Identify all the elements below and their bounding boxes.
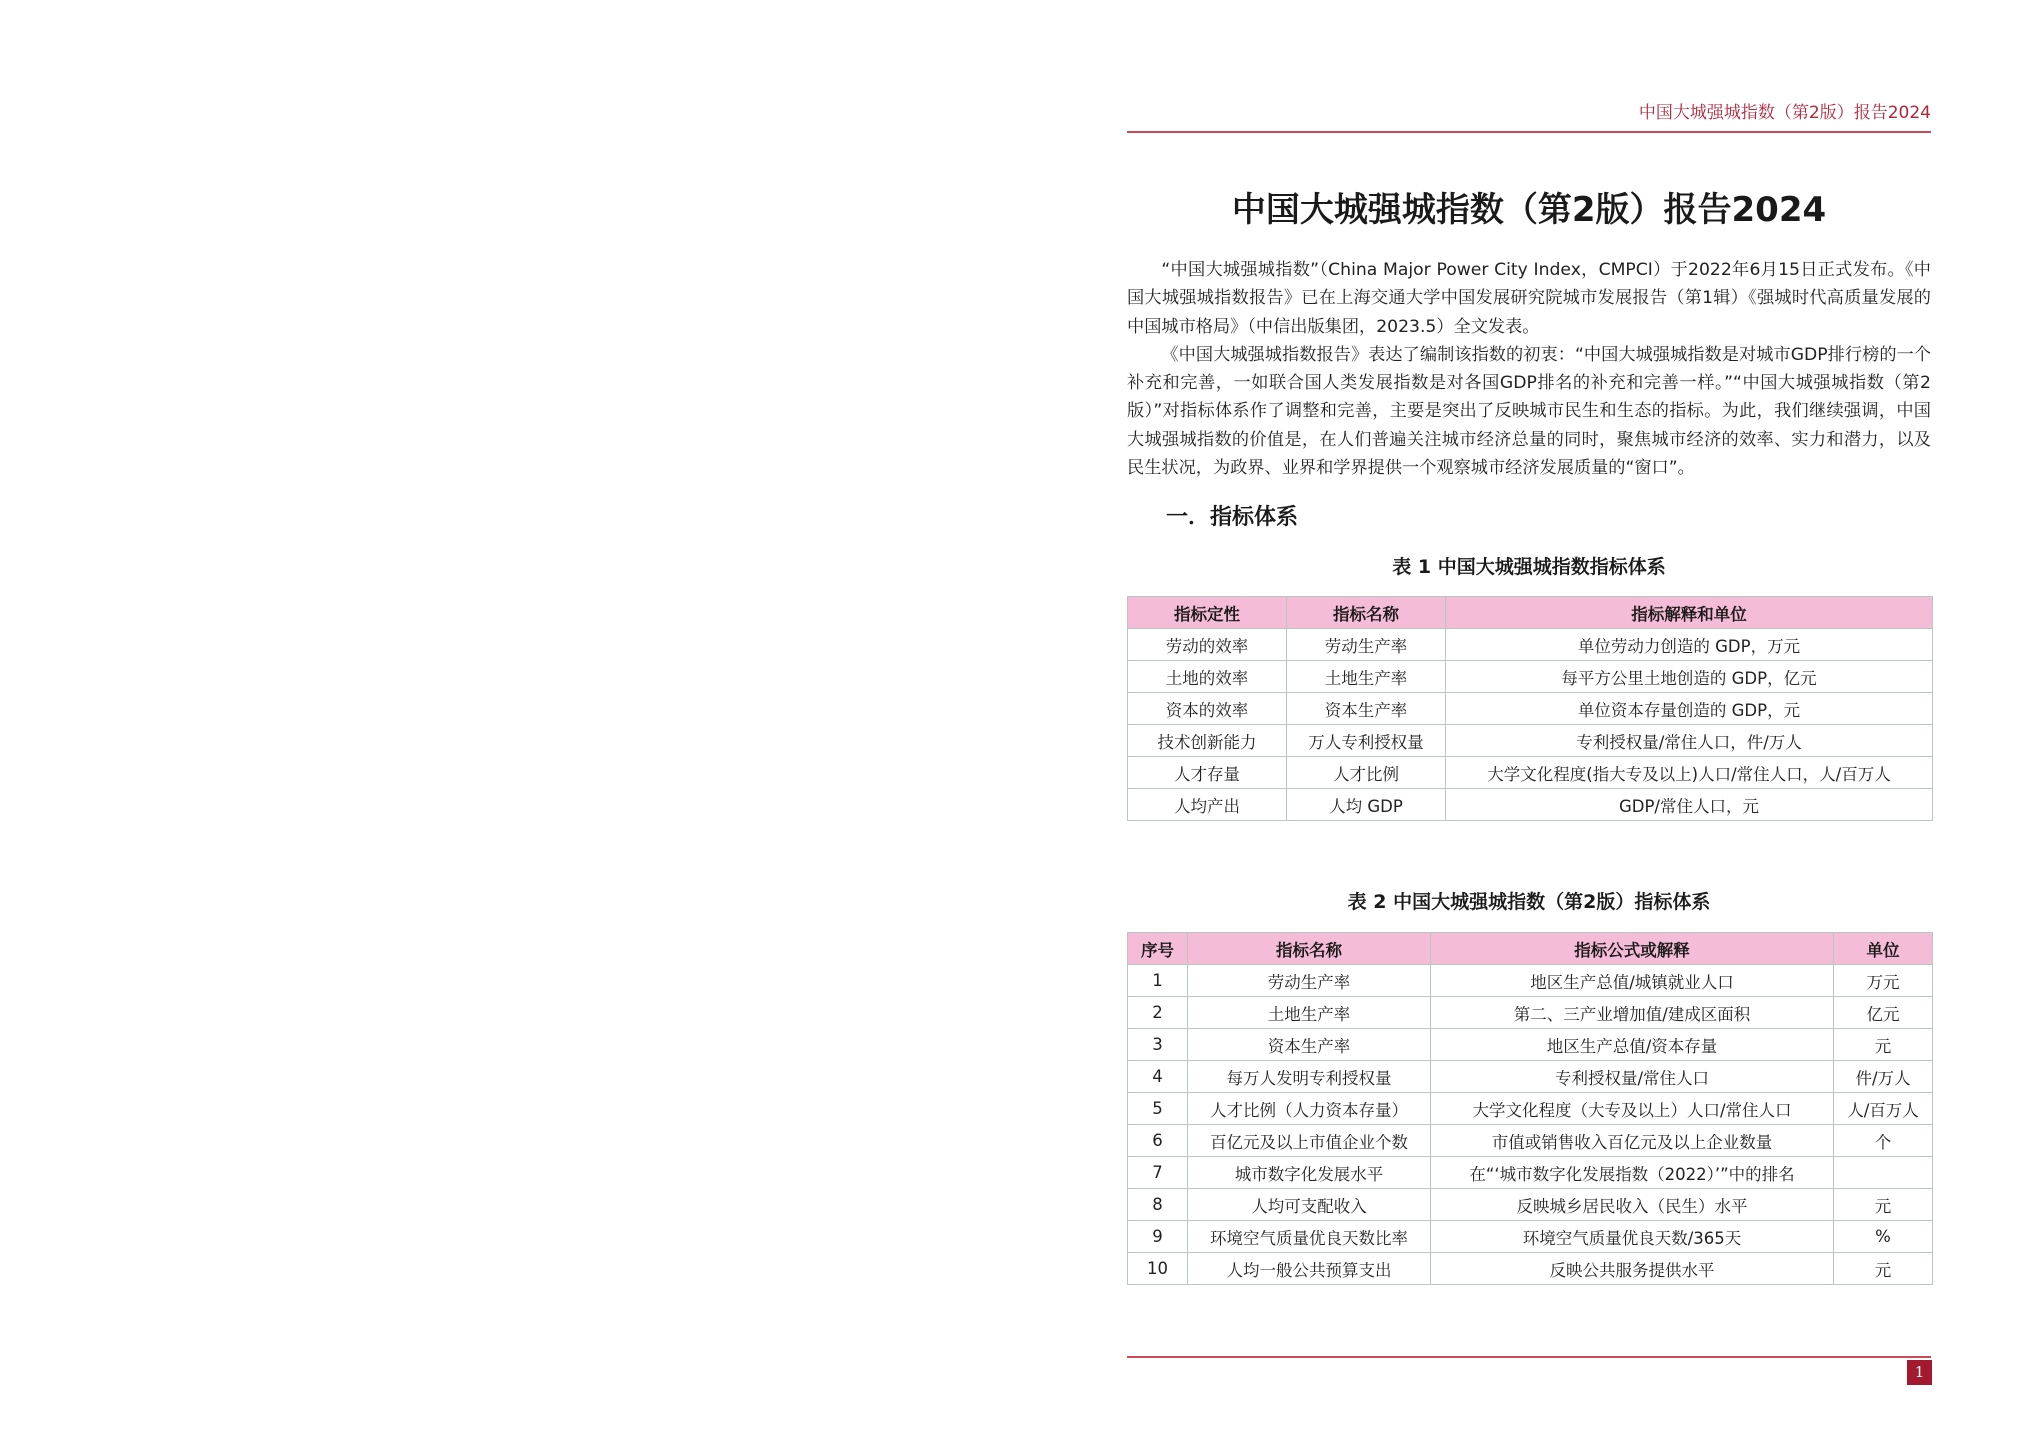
table2-caption: 表 2 中国大城强城指数（第2版）指标体系	[1347, 891, 1711, 913]
table-row	[1128, 1029, 1933, 1061]
table-cell: 专利授权量/常住人口	[1431, 1061, 1834, 1093]
table-cell: 人均 GDP	[1287, 789, 1446, 821]
table-cell: 土地的效率	[1128, 661, 1287, 693]
table-cell: 元	[1834, 1253, 1933, 1285]
table-cell: 技术创新能力	[1128, 725, 1287, 757]
table-cell: 2	[1128, 997, 1188, 1029]
table-cell: 9	[1128, 1221, 1188, 1253]
table-cell: 元	[1834, 1029, 1933, 1061]
table-cell: 10	[1128, 1253, 1188, 1285]
table-row	[1128, 1093, 1933, 1125]
table-cell: 6	[1128, 1125, 1188, 1157]
page-number-badge: 1	[1907, 1360, 1932, 1385]
document-title: 中国大城强城指数（第2版）报告2024	[1231, 190, 1827, 230]
table-cell: 环境空气质量优良天数/365天	[1431, 1221, 1834, 1253]
table-cell: 专利授权量/常住人口，件/万人	[1446, 725, 1933, 757]
table-cell: 资本生产率	[1188, 1029, 1431, 1061]
table1-caption: 表 1 中国大城强城指数指标体系	[1392, 556, 1666, 578]
table-cell: 人才比例（人力资本存量）	[1188, 1093, 1431, 1125]
table-row	[1128, 1061, 1933, 1093]
table-cell: 1	[1128, 965, 1188, 997]
table-cell: 万元	[1834, 965, 1933, 997]
table-cell: 土地生产率	[1188, 997, 1431, 1029]
table-cell: 反映公共服务提供水平	[1431, 1253, 1834, 1285]
column-header: 序号	[1128, 933, 1188, 965]
table-cell: 人才比例	[1287, 757, 1446, 789]
column-header: 指标解释和单位	[1446, 597, 1933, 629]
table-cell: 百亿元及以上市值企业个数	[1188, 1125, 1431, 1157]
section-heading: 一．指标体系	[1166, 505, 1299, 530]
table-cell: 劳动生产率	[1287, 629, 1446, 661]
table-cell: 劳动生产率	[1188, 965, 1431, 997]
column-header: 指标定性	[1128, 597, 1287, 629]
table-header-row	[1128, 933, 1933, 965]
table-cell: 件/万人	[1834, 1061, 1933, 1093]
table-cell: %	[1834, 1221, 1933, 1253]
table-row	[1128, 1157, 1933, 1189]
table-cell: 地区生产总值/资本存量	[1431, 1029, 1834, 1061]
table-cell: 万人专利授权量	[1287, 725, 1446, 757]
column-header: 指标名称	[1287, 597, 1446, 629]
table-cell: 单位资本存量创造的 GDP，元	[1446, 693, 1933, 725]
table-cell: 在“‘城市数字化发展指数（2022）’”中的排名	[1431, 1157, 1834, 1189]
table-cell: 5	[1128, 1093, 1188, 1125]
table-row	[1128, 1253, 1933, 1285]
table-row	[1128, 757, 1933, 789]
table-row	[1128, 997, 1933, 1029]
table-cell: 第二、三产业增加值/建成区面积	[1431, 997, 1834, 1029]
table-cell: 劳动的效率	[1128, 629, 1287, 661]
table-cell: 市值或销售收入百亿元及以上企业数量	[1431, 1125, 1834, 1157]
table-cell: 元	[1834, 1189, 1933, 1221]
running-header: 中国大城强城指数（第2版）报告2024	[1638, 103, 1931, 123]
table-row	[1128, 965, 1933, 997]
header-divider	[1127, 131, 1931, 133]
table-cell: GDP/常住人口，元	[1446, 789, 1933, 821]
table-cell: 大学文化程度(指大专及以上)人口/常住人口，人/百万人	[1446, 757, 1933, 789]
table-cell	[1834, 1157, 1933, 1189]
table-cell: 人均产出	[1128, 789, 1287, 821]
table-row	[1128, 629, 1933, 661]
table-header-row	[1128, 597, 1933, 629]
footer-divider	[1127, 1356, 1931, 1358]
indicator-table-v1	[1127, 596, 1933, 821]
table-row	[1128, 693, 1933, 725]
table-row	[1128, 1189, 1933, 1221]
column-header: 指标名称	[1188, 933, 1431, 965]
intro-text	[1127, 256, 1931, 482]
column-header: 指标公式或解释	[1431, 933, 1834, 965]
table-cell: 8	[1128, 1189, 1188, 1221]
table-cell: 每平方公里土地创造的 GDP，亿元	[1446, 661, 1933, 693]
table-cell: 人才存量	[1128, 757, 1287, 789]
table-cell: 资本生产率	[1287, 693, 1446, 725]
table-cell: 单位劳动力创造的 GDP，万元	[1446, 629, 1933, 661]
table-cell: 3	[1128, 1029, 1188, 1061]
table-row	[1128, 725, 1933, 757]
table-cell: 反映城乡居民收入（民生）水平	[1431, 1189, 1834, 1221]
paragraph: 《中国大城强城指数报告》表达了编制该指数的初衷：“中国大城强城指数是对城市GDP排行榜的一个补充和完善，一如联合国人类发展指数是对各国GDP排名的补充和完善一样。”“中国大城强城指数（第2版）”对指标体系作了调整和完善，主要是突出了反映城市民生和生态的指标。为此，我们继续强调，中国大城强城指数的价值是，在人们普遍关注城市经济总量的同时，聚焦城市经济的效率、实力和潜力，以及民生状况，为政界、业界和学界提供一个观察城市经济发展质量的“窗口”。	[1127, 344, 1931, 479]
table-cell: 个	[1834, 1125, 1933, 1157]
table-cell: 每万人发明专利授权量	[1188, 1061, 1431, 1093]
table-cell: 地区生产总值/城镇就业人口	[1431, 965, 1834, 997]
table-cell: 亿元	[1834, 997, 1933, 1029]
paragraph: “中国大城强城指数”（China Major Power City Index，CMPCI）于2022年6月15日正式发布。《中国大城强城指数报告》已在上海交通大学中国发展研究院城市发展报告（第1辑）《强城时代高质量发展的中国城市格局》（中信出版集团，2023.5）全文发表。	[1127, 260, 1931, 337]
table-cell: 4	[1128, 1061, 1188, 1093]
table-cell: 人均一般公共预算支出	[1188, 1253, 1431, 1285]
table-row	[1128, 789, 1933, 821]
table-cell: 人均可支配收入	[1188, 1189, 1431, 1221]
column-header: 单位	[1834, 933, 1933, 965]
table-row	[1128, 1125, 1933, 1157]
table-cell: 环境空气质量优良天数比率	[1188, 1221, 1431, 1253]
table-cell: 资本的效率	[1128, 693, 1287, 725]
table-cell: 土地生产率	[1287, 661, 1446, 693]
table-cell: 人/百万人	[1834, 1093, 1933, 1125]
indicator-table-v2	[1127, 932, 1933, 1285]
table-row	[1128, 661, 1933, 693]
table-cell: 7	[1128, 1157, 1188, 1189]
table-cell: 大学文化程度（大专及以上）人口/常住人口	[1431, 1093, 1834, 1125]
table-row	[1128, 1221, 1933, 1253]
table-cell: 城市数字化发展水平	[1188, 1157, 1431, 1189]
